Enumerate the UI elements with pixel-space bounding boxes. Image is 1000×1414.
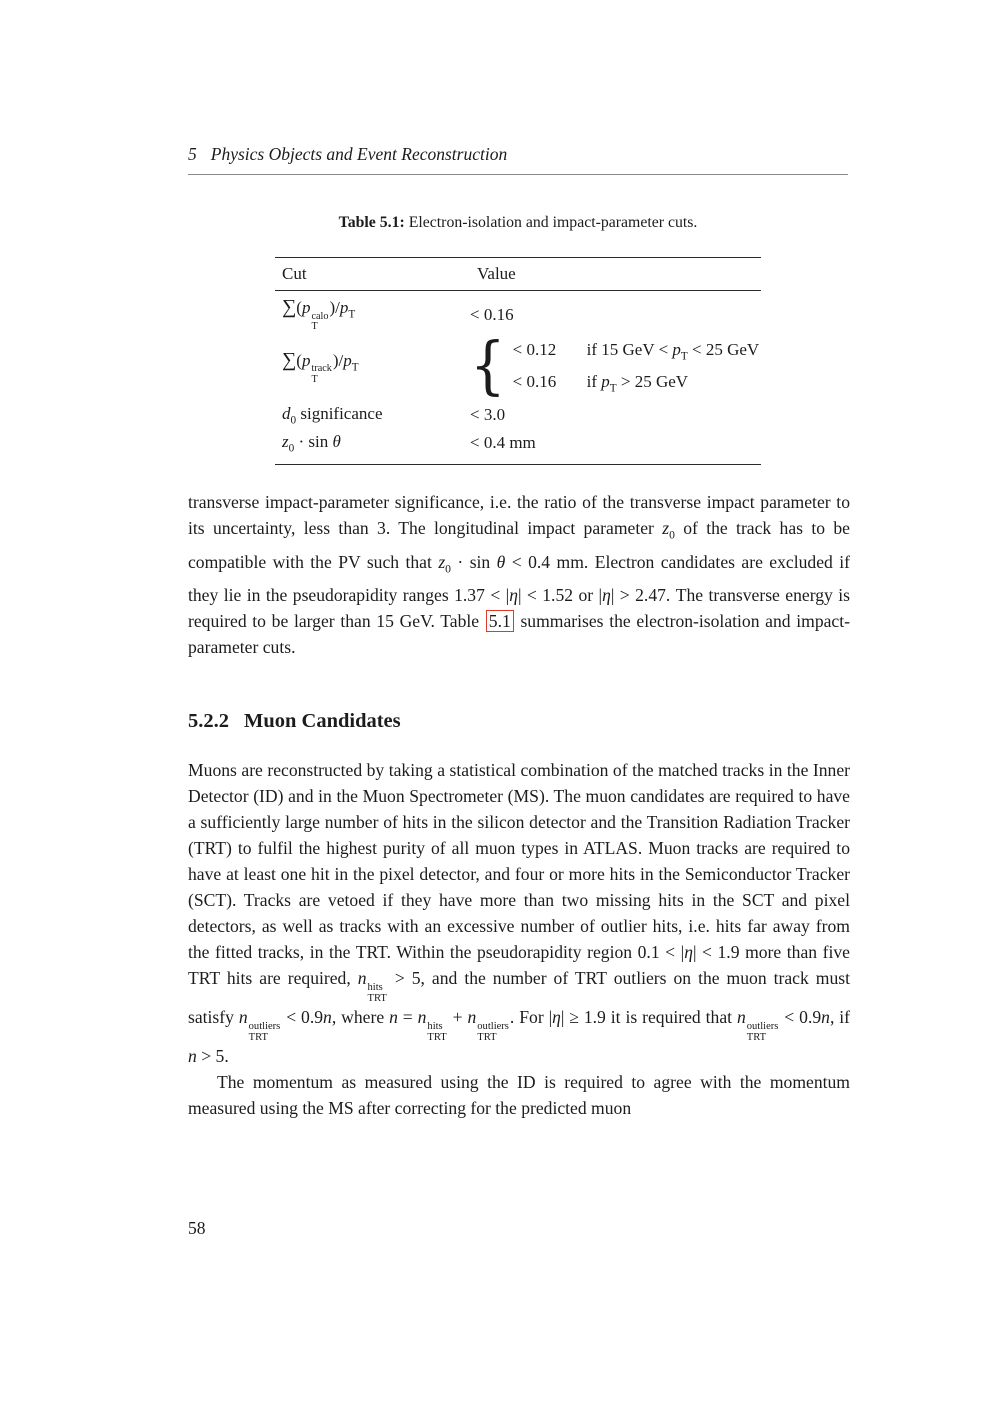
condition-value: < 0.16	[512, 371, 557, 391]
brace-line	[513, 340, 760, 362]
body-text	[188, 489, 850, 1121]
paragraph-text: transverse impact-parameter significance, i.e. the ratio of the transverse impact parameter to its uncertainty, less than 3. The longitudinal impact parameter $z_0$ of the track has to be compatible with the PV such that $z_0 \cdot \sin \theta < 0.4$ mm. Electron candidates are excluded if they lie in the pseudorapidity ranges 1.37 < |η| < 1.52 or |η| > 2.47. The transverse energy is required to be larger than 15 GeV. Table	[188, 492, 850, 632]
table-caption	[188, 214, 848, 232]
condition-value: < 0.12	[512, 340, 557, 360]
table-caption-label: Table 5.1:	[338, 214, 405, 231]
table-row	[282, 296, 761, 333]
cut-cell: ∑(p calo T )$/p_T$	[282, 296, 356, 333]
body-paragraph-3: The momentum as measured using the ID is required to agree with the momentum measured using the MS after correcting for the predicted muon	[188, 1071, 850, 1118]
value-cell: < 0.4 mm	[470, 433, 536, 453]
col-header-value: Value	[477, 264, 516, 283]
body-paragraph-2: Muons are reconstructed by taking a statistical combination of the matched tracks in the Inner Detector (ID) and in the Muon Spectrometer (MS). The muon candidates are required to have a sufficiently large number of hits in the silicon detector and the Transition Radiation Tracker (TRT) to fulfil the highest purity of all muon types in ATLAS. Muon tracks are required to have at least one hit in the pixel detector, and four or more hits in the Semiconductor Tracker (SCT). Tracks are vetoed if they have more than two missing hits in the SCT and pixel detectors, as well as tracks with an excessive number of outlier hits, i.e. hits far away from the fitted tracks, in the TRT. Within the pseudorapidity region 0.1 < |η| < 1.9 more than five TRT hits are required, n hits TRT > 5, and the number of TRT outliers on the muon track must satisfy n outliers TRT < 0.9n, where n = n hits TRT + n outliers TRT . For |η| ≥ 1.9 it is required that n outliers TRT < 0.9n, if n > 5.	[188, 760, 850, 1066]
cut-cell: $z_0 \cdot \sin \theta$	[282, 431, 341, 455]
col-header-cut: Cut	[282, 264, 307, 283]
value-cell: < 3.0	[470, 405, 506, 425]
left-brace: {	[470, 329, 506, 403]
table-row	[282, 401, 761, 429]
cuts-table-body	[275, 291, 761, 465]
brace-line	[513, 372, 760, 394]
brace-lines	[513, 340, 760, 394]
cuts-table	[275, 257, 761, 465]
value-cell: < 0.16	[470, 304, 514, 324]
page-number: 58	[188, 1218, 206, 1238]
condition-when: if 15 GeV < $p_T < 25$ GeV	[586, 340, 760, 363]
chapter-title: Physics Objects and Event Reconstruction	[210, 144, 508, 164]
section-heading	[188, 707, 850, 735]
section-number: 5.2.2	[188, 710, 229, 733]
table-row	[282, 329, 761, 403]
table-ref-link[interactable]: 5.1	[486, 610, 514, 632]
section-title: Muon Candidates	[244, 710, 401, 733]
paragraph-text: summarises the electron-isolation and impact-parameter cuts.	[188, 611, 850, 658]
table-row	[282, 429, 761, 457]
cuts-table-header	[275, 257, 761, 291]
value-cell	[470, 329, 761, 403]
running-head	[188, 144, 848, 175]
cut-cell: $d_0$ significance	[282, 403, 383, 427]
cut-cell: ∑(p track T )$/p_T$	[282, 348, 359, 385]
condition-when: if $p_T > 25$ GeV	[586, 371, 689, 394]
body-paragraph-1	[188, 489, 850, 660]
chapter-number: 5	[188, 144, 197, 164]
table-caption-text: Electron-isolation and impact-parameter cuts.	[408, 214, 698, 231]
